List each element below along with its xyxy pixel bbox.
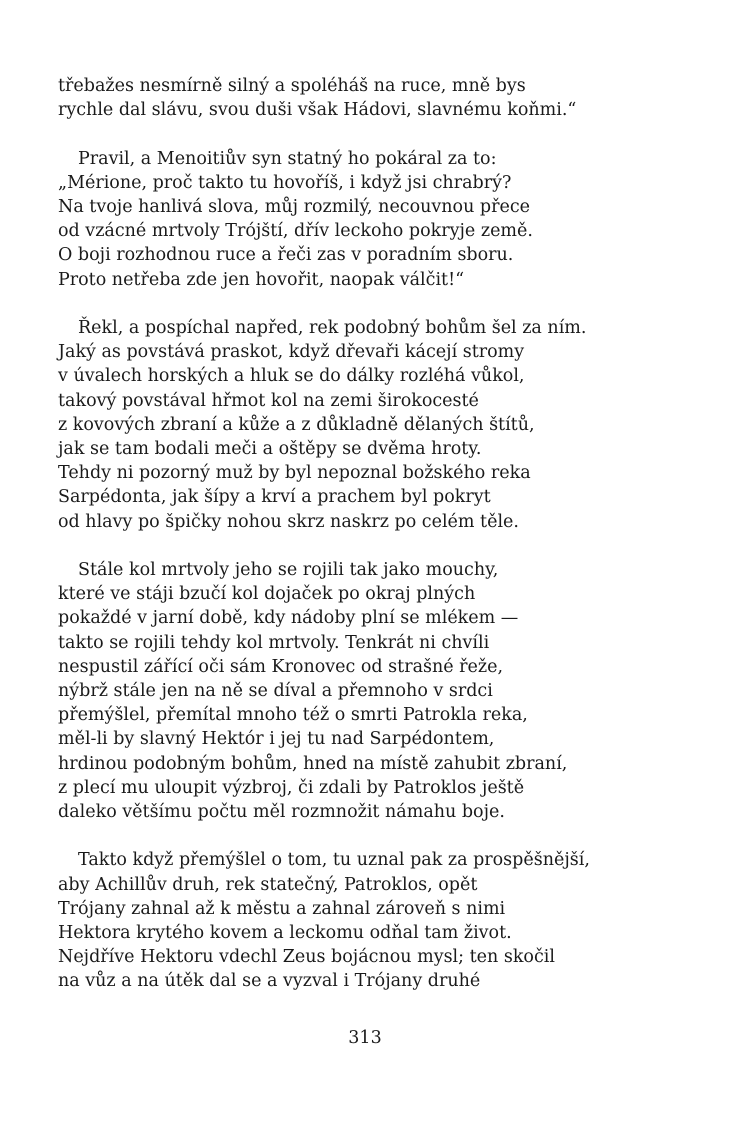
verse-line: třebažes nesmírně silný a spoléháš na ruce, mně bys	[58, 76, 526, 96]
verse-line: které ve stáji bzučí kol dojaček po okraj plných	[58, 584, 476, 605]
verse-line: nýbrž stále jen na ně se díval a přemnoho v srdci	[58, 681, 493, 702]
verse-line: O boji rozhodnou ruce a řeči zas v poradním sboru.	[58, 245, 514, 266]
verse-line: nespustil zářící oči sám Kronovec od strašné řeže,	[58, 656, 504, 677]
verse-line: Jaký as povstává praskot, když dřevaři kácejí stromy	[58, 342, 525, 363]
verse-line: „Mérione, proč takto tu hovoříš, i když jsi chrabrý?	[58, 172, 512, 193]
verse-line: rychle dal slávu, svou duši však Hádovi, slavnému koňmi.“	[58, 100, 577, 121]
verse-line: na vůz a na útěk dal se a vyzval i Trójany druhé	[58, 971, 481, 992]
verse-line: Pravil, a Menoitiův syn statný ho pokáral za to:	[78, 148, 497, 169]
verse-line: Na tvoje hanlivá slova, můj rozmilý, necouvnou přece	[58, 197, 531, 217]
verse-line: takto se rojili tehdy kol mrtvoly. Tenkrát ni chvíli	[58, 632, 490, 653]
poem-text	[58, 74, 678, 1018]
verse-line: Řekl, a pospíchal napřed, rek podobný bohům šel za ním.	[78, 318, 587, 338]
verse-line: Sarpédonta, jak šípy a krví a prachem byl pokryt	[58, 487, 491, 508]
stanza	[58, 74, 678, 122]
verse-line: takový povstával hřmot kol na zemi širokocesté	[58, 390, 479, 411]
verse-line: Trójany zahnal až k městu a zahnal zároveň s nimi	[58, 898, 506, 919]
verse-line: Tehdy ni pozorný muž by byl nepoznal božského reka	[58, 463, 531, 484]
verse-line: od vzácné mrtvoly Trójští, dřív leckoho pokryje země.	[58, 221, 533, 242]
stanza	[58, 848, 678, 993]
verse-line: pokaždé v jarní době, kdy nádoby plní se mlékem —	[58, 608, 519, 629]
verse-line: Nejdříve Hektoru vdechl Zeus bojácnou mysl; ten skočil	[58, 947, 555, 968]
verse-line: aby Achillův druh, rek statečný, Patroklos, opět	[58, 874, 478, 895]
verse-line: z kovových zbraní a kůže a z důkladně dělaných štítů,	[58, 414, 535, 435]
page-number: 313	[348, 1028, 382, 1048]
verse-line: Takto když přemýšlel o tom, tu uznal pak za prospěšnější,	[78, 850, 590, 871]
verse-line: Hektora krytého kovem a leckomu odňal tam život.	[58, 923, 512, 944]
verse-line: od hlavy po špičky nohou skrz naskrz po celém těle.	[58, 511, 519, 532]
verse-line: měl-li by slavný Hektór i jej tu nad Sarpédontem,	[58, 729, 495, 750]
verse-line: z plecí mu uloupit výzbroj, či zdali by Patroklos ještě	[58, 777, 525, 798]
verse-line: hrdinou podobným bohům, hned na místě zahubit zbraní,	[58, 753, 568, 774]
verse-line: daleko většímu počtu měl rozmnožit námahu boje.	[58, 802, 505, 823]
stanza	[58, 558, 678, 824]
verse-line: přemýšlel, přemítal mnoho též o smrti Patrokla reka,	[58, 705, 528, 726]
verse-line: Proto netřeba zde jen hovořit, naopak válčit!“	[58, 269, 465, 290]
verse-line: jak se tam bodali meči a oštěpy se dvěma hroty.	[58, 439, 482, 460]
stanza	[58, 316, 678, 534]
verse-line: v úvalech horských a hluk se do dálky rozléhá vůkol,	[58, 366, 525, 387]
stanza	[58, 147, 678, 292]
verse-line: Stále kol mrtvoly jeho se rojili tak jako mouchy,	[78, 560, 499, 581]
